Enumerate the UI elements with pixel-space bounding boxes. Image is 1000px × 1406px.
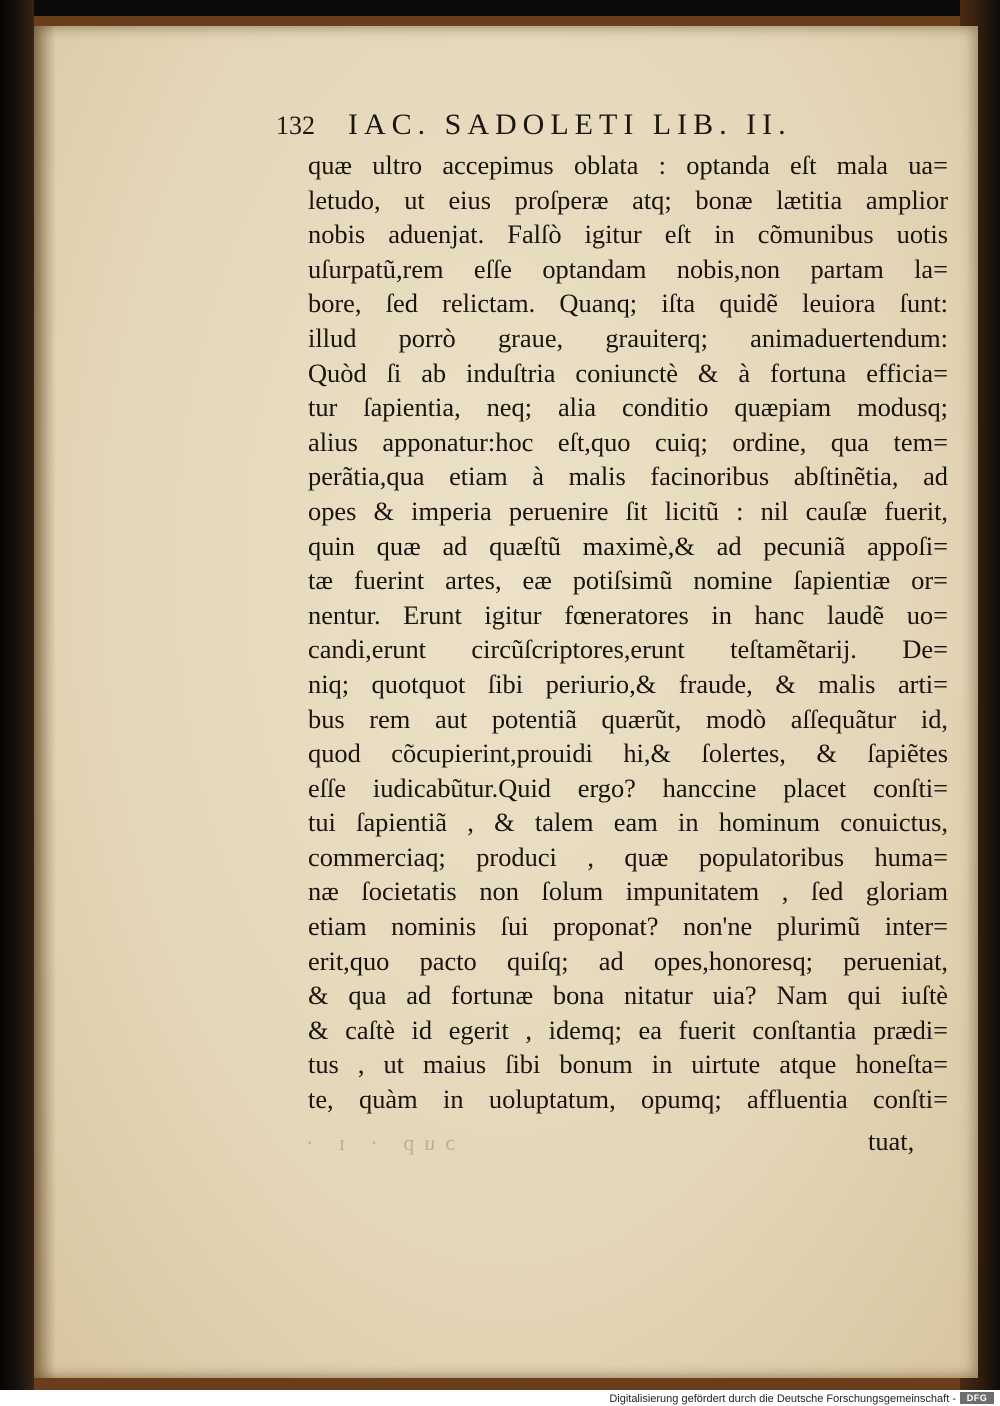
body-text — [308, 148, 948, 1117]
text-line: tus , ut maius ſibi bonum in uirtute atque honeſta= — [308, 1049, 948, 1080]
text-line: candi,erunt circũſcriptores,erunt teſtamẽtarij. De= — [308, 634, 948, 665]
credit-bar — [0, 1390, 1000, 1406]
page-number: 132 — [276, 111, 315, 140]
text-line: bus rem aut potentiã quærũt, modò aſſequãtur id, — [308, 703, 948, 734]
text-line: & qua ad fortunæ bona nitatur uia? Nam qui iuſtè — [308, 980, 948, 1011]
spine-shadow — [34, 26, 56, 1378]
digitization-credit: Digitalisierung gefördert durch die Deutsche Forschungsgemeinschaft - — [609, 1393, 956, 1405]
catchword: tuat, — [868, 1126, 915, 1156]
text-line: tui ſapientiã , & talem eam in hominum conuictus, — [308, 807, 948, 838]
text-line: opes & imperia peruenire ſit licitũ : nil cauſæ fuerit, — [308, 495, 948, 526]
text-line: tæ fuerint artes, eæ potiſsimũ nomine ſapientiæ or= — [308, 565, 948, 596]
text-line: perãtia,qua etiam à malis facinoribus abſtinẽtia, ad — [308, 461, 948, 492]
text-line: Quòd ſi ab induſtria coniunctè & à fortuna efficia= — [308, 357, 948, 388]
text-line: quod cõcupierint,prouidi hi,& ſolertes, & ſapiẽtes — [308, 738, 948, 769]
text-line: eſſe iudicabũtur.Quid ergo? hanccine placet conſti= — [308, 772, 948, 803]
text-line: commerciaq; produci , quæ populatoribus huma= — [308, 841, 948, 872]
running-title: IAC. SADOLETI LIB. II. — [348, 108, 792, 141]
text-line: nentur. Erunt igitur fœneratores in hanc laudẽ uo= — [308, 599, 948, 630]
dfg-logo: DFG — [960, 1392, 994, 1404]
text-line: nobis aduenjat. Falſò igitur eſt in cõmunibus uotis — [308, 219, 948, 250]
bleed-through-ink: ɔup · ı · — [296, 1130, 456, 1155]
text-line: te, quàm in uoluptatum, opumq; affluentia conſti= — [308, 1084, 948, 1115]
text-line: & caſtè id egerit , idemq; ea fuerit conſtantia prædi= — [308, 1014, 948, 1045]
text-line: uſurpatũ,rem eſſe optandam nobis,non partam la= — [308, 253, 948, 284]
text-line: erit,quo pacto quiſq; ad opes,honoresq; perueniat, — [308, 945, 948, 976]
text-line: bore, ſed relictam. Quanq; iſta quidẽ leuiora ſunt: — [308, 288, 948, 319]
text-line: tur ſapientia, neq; alia conditio quæpiam modusq; — [308, 392, 948, 423]
text-line: alius apponatur:hoc eſt,quo cuiq; ordine, qua tem= — [308, 426, 948, 457]
text-line: næ ſocietatis non ſolum impunitatem , ſed gloriam — [308, 876, 948, 907]
text-line: quæ ultro accepimus oblata : optanda eſt mala ua= — [308, 150, 948, 180]
running-head — [276, 108, 896, 152]
text-line: niq; quotquot ſibi periurio,& fraude, & malis arti= — [308, 668, 948, 699]
text-line: letudo, ut eius proſperæ atq; bonæ lætitia amplior — [308, 184, 948, 215]
text-line: etiam nominis ſui proponat? non'ne plurimũ inter= — [308, 911, 948, 942]
book-left-edge — [0, 0, 34, 1390]
text-line: quin quæ ad quæſtũ maximè,& ad pecuniã appoſi= — [308, 530, 948, 561]
text-line: illud porrò graue, grauiterq; animaduertendum: — [308, 322, 948, 353]
